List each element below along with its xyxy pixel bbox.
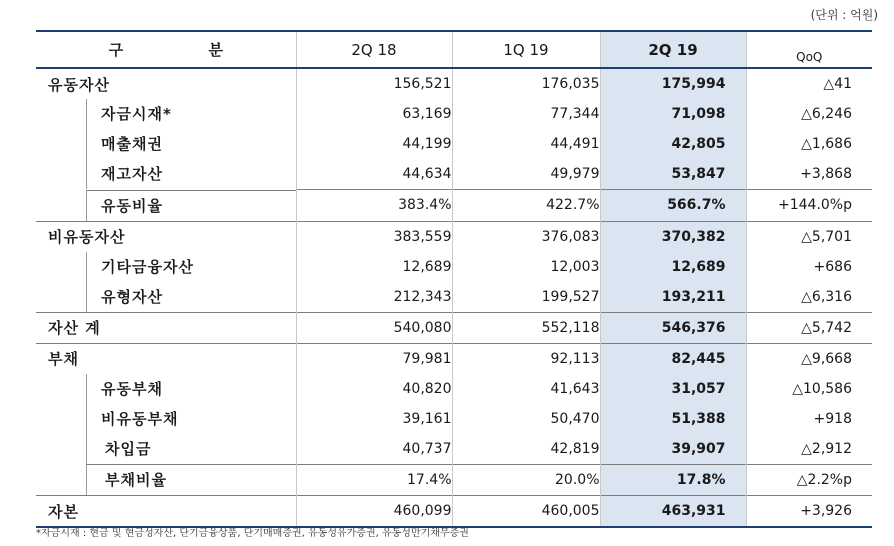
cell-1q19: 460,005 bbox=[452, 496, 600, 528]
cell-2q19: 17.8% bbox=[600, 464, 746, 496]
balance-sheet-table bbox=[36, 30, 872, 528]
cell-2q18: 156,521 bbox=[296, 68, 452, 99]
header-row bbox=[36, 31, 872, 68]
row-label: 비유동부채 bbox=[86, 404, 296, 434]
row-label: 재고자산 bbox=[86, 159, 296, 189]
row-label: 부채비율 bbox=[86, 464, 296, 495]
cell-1q19: 199,527 bbox=[452, 282, 600, 313]
table-row bbox=[36, 68, 872, 99]
footnote: *자금시재 : 현금 및 현금성자산, 단기금융상품, 단기매매증권, 유동성유가증권, 유동성만기채무증권 bbox=[36, 528, 469, 539]
cell-1q19: 41,643 bbox=[452, 374, 600, 404]
cell-qoq: +3,868 bbox=[746, 159, 872, 190]
cell-2q18: 383,559 bbox=[296, 221, 452, 252]
cell-2q19: 463,931 bbox=[600, 496, 746, 528]
unit-note: (단위 : 억원) bbox=[810, 8, 878, 22]
cell-1q19: 77,344 bbox=[452, 99, 600, 129]
cell-2q18: 44,199 bbox=[296, 129, 452, 159]
cell-1q19: 44,491 bbox=[452, 129, 600, 159]
header-qoq: QoQ bbox=[746, 31, 872, 68]
header-category: 구 분 bbox=[36, 31, 296, 68]
cell-2q19: 51,388 bbox=[600, 404, 746, 434]
cell-qoq: △6,316 bbox=[746, 282, 872, 313]
cell-2q19: 53,847 bbox=[600, 159, 746, 190]
cell-qoq: +918 bbox=[746, 404, 872, 434]
table-row bbox=[36, 312, 872, 343]
cell-qoq: △1,686 bbox=[746, 129, 872, 159]
cell-2q19: 12,689 bbox=[600, 252, 746, 282]
table-row bbox=[36, 404, 872, 434]
cell-qoq: △5,701 bbox=[746, 221, 872, 252]
header-2q18: 2Q 18 bbox=[296, 31, 452, 68]
cell-qoq: △5,742 bbox=[746, 312, 872, 343]
cell-1q19: 50,470 bbox=[452, 404, 600, 434]
table-row bbox=[36, 252, 872, 282]
table-row bbox=[36, 496, 872, 528]
cell-2q19: 39,907 bbox=[600, 434, 746, 465]
cell-2q18: 12,689 bbox=[296, 252, 452, 282]
cell-2q18: 63,169 bbox=[296, 99, 452, 129]
table-row bbox=[36, 464, 872, 496]
cell-qoq: △10,586 bbox=[746, 374, 872, 404]
cell-1q19: 12,003 bbox=[452, 252, 600, 282]
row-label: 기타금융자산 bbox=[86, 252, 296, 282]
row-label: 자금시재* bbox=[86, 99, 296, 129]
header-1q19: 1Q 19 bbox=[452, 31, 600, 68]
row-label: 유형자산 bbox=[86, 282, 296, 312]
cell-2q19: 193,211 bbox=[600, 282, 746, 313]
table-row bbox=[36, 282, 872, 313]
cell-1q19: 49,979 bbox=[452, 159, 600, 190]
cell-2q18: 44,634 bbox=[296, 159, 452, 190]
cell-1q19: 422.7% bbox=[452, 190, 600, 222]
cell-2q18: 17.4% bbox=[296, 464, 452, 496]
cell-qoq: △9,668 bbox=[746, 343, 872, 374]
row-label: 유동비율 bbox=[86, 190, 296, 221]
table-row bbox=[36, 434, 872, 465]
cell-2q18: 540,080 bbox=[296, 312, 452, 343]
cell-1q19: 176,035 bbox=[452, 68, 600, 99]
cell-2q19: 71,098 bbox=[600, 99, 746, 129]
cell-qoq: △2,912 bbox=[746, 434, 872, 465]
cell-2q18: 460,099 bbox=[296, 496, 452, 528]
table-row bbox=[36, 129, 872, 159]
cell-qoq: +3,926 bbox=[746, 496, 872, 528]
cell-qoq: +686 bbox=[746, 252, 872, 282]
cell-2q18: 39,161 bbox=[296, 404, 452, 434]
cell-1q19: 376,083 bbox=[452, 221, 600, 252]
table-row bbox=[36, 343, 872, 374]
cell-qoq: △6,246 bbox=[746, 99, 872, 129]
header-2q19: 2Q 19 bbox=[600, 31, 746, 68]
table-row bbox=[36, 374, 872, 404]
cell-1q19: 20.0% bbox=[452, 464, 600, 496]
row-label: 부채 bbox=[36, 343, 296, 374]
cell-1q19: 552,118 bbox=[452, 312, 600, 343]
row-label: 자산 계 bbox=[36, 312, 296, 343]
cell-2q18: 40,737 bbox=[296, 434, 452, 465]
cell-2q18: 383.4% bbox=[296, 190, 452, 222]
table-row bbox=[36, 159, 872, 190]
cell-qoq: △41 bbox=[746, 68, 872, 99]
cell-2q19: 82,445 bbox=[600, 343, 746, 374]
cell-2q19: 546,376 bbox=[600, 312, 746, 343]
table-row bbox=[36, 99, 872, 129]
row-label: 자본 bbox=[36, 496, 296, 528]
row-label: 차입금 bbox=[86, 434, 296, 464]
row-label: 유동부채 bbox=[86, 374, 296, 404]
cell-qoq: △2.2%p bbox=[746, 464, 872, 496]
cell-2q18: 212,343 bbox=[296, 282, 452, 313]
row-label: 유동자산 bbox=[48, 75, 110, 94]
table-row bbox=[36, 190, 872, 222]
cell-2q19: 31,057 bbox=[600, 374, 746, 404]
cell-2q19: 566.7% bbox=[600, 190, 746, 222]
table-row bbox=[36, 221, 872, 252]
cell-1q19: 92,113 bbox=[452, 343, 600, 374]
cell-qoq: +144.0%p bbox=[746, 190, 872, 222]
row-label: 비유동자산 bbox=[36, 221, 296, 252]
cell-2q19: 42,805 bbox=[600, 129, 746, 159]
cell-2q19: 370,382 bbox=[600, 221, 746, 252]
cell-2q18: 40,820 bbox=[296, 374, 452, 404]
row-label: 매출채권 bbox=[86, 129, 296, 159]
cell-2q18: 79,981 bbox=[296, 343, 452, 374]
cell-2q19: 175,994 bbox=[600, 68, 746, 99]
cell-1q19: 42,819 bbox=[452, 434, 600, 465]
